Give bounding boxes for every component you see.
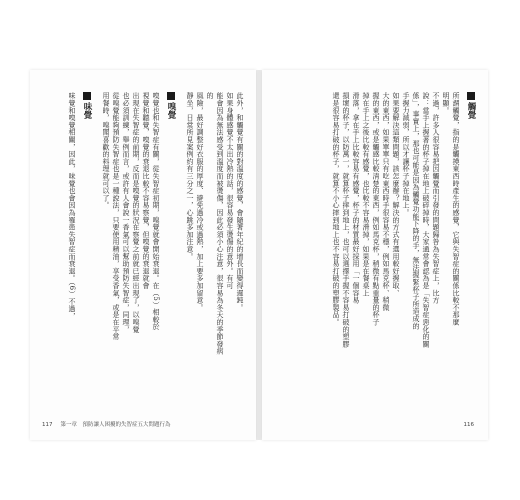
text-line: 掉在手上之後比較有感覺，也比較不容易滑掉，如果是在餐桌上 bbox=[362, 92, 370, 297]
heading-marker-icon bbox=[167, 92, 175, 100]
text-line: 從嗅覺能夠預防失智症也是一種說法，只要使用精油，享受香氣，或是在平常 bbox=[112, 92, 120, 341]
text-line: 風險，最好調整好衣服的厚度、避免過冷或過熱，加上要多加留意。 bbox=[196, 92, 204, 311]
page-number: 117 bbox=[42, 422, 53, 428]
text-line: 明顯。 bbox=[442, 92, 450, 114]
text-line: 大的東西，如果單單只有吃東西時手很容易不穩，例如馬克杯、稍微 bbox=[382, 92, 390, 311]
right-page-text bbox=[274, 92, 476, 406]
text-line: 視覺和聽覺，嗅覺的衰退比較不容易察覺，但嗅覺的衰退就會 bbox=[142, 92, 150, 290]
text-line: 味覺和嗅覺相關，因此，味覺也會因為罹患失智症而衰退。（6）不過， bbox=[68, 92, 76, 320]
text-line: 也必須訓練，舉例而言，或許有人會說一香氣可以幫助預防失智症，同理， bbox=[122, 92, 130, 333]
right-page bbox=[262, 70, 488, 440]
text-line: 係」，事實上，那也可能是因為觸覺功能下降的手，無法握緊杯子所造成的 bbox=[412, 92, 420, 330]
text-line: 還是很容易打破的杯子，就算不小心摔到地上也不容易打破的塑膠製品。 bbox=[332, 92, 340, 326]
heading-marker-icon bbox=[467, 92, 475, 100]
text-line: 損壞的杯子，以防萬一，就算杯子摔到地上，也可以選擇手握不容易打破的塑膠 bbox=[342, 92, 350, 348]
text-line: 握的東西，或是觸感比較清楚的東西，例如馬克杯，稍微有點重量的杯子 bbox=[372, 92, 380, 326]
text-line: 的 bbox=[206, 92, 214, 100]
text-line: 此外，和觸覺有關的對溫度的感覺，會隨著年紀的增長而變得遲鈍。 bbox=[236, 92, 244, 311]
text-line: 不過，許多人很容易把因觸覺而引發的問題歸咎為失智症上，比方 bbox=[432, 92, 440, 304]
heading-marker-icon bbox=[83, 92, 91, 100]
text-line: 靜坐，日常所見案例約有三分之一，心跳多加注意。 bbox=[186, 92, 194, 260]
section-heading-taste: 味覺 bbox=[82, 92, 92, 406]
text-line: 用餐時，嗅聞喜歡的料理就可以了。 bbox=[102, 92, 110, 209]
text-line: 手握力減弱，所以才讓杯子掉在地上。 bbox=[402, 92, 410, 217]
text-line: 嗅覺也和失智症有關，從失智症初期，嗅覺就會開始衰退。在（5）相較於 bbox=[152, 92, 160, 331]
text-line: 所謂觸覺，指的是觸摸東西時產生的感覺，它與失智症的關係比較不那麼 bbox=[452, 92, 460, 326]
text-line: 說：當手上握著的杯子掉在地上破碎掉時，大家通常會認為是「失智症惡化的關 bbox=[422, 92, 430, 348]
text-line: 如果要解決這類問題，該怎麼辦？解決的方式有選用較好握取、 bbox=[392, 92, 400, 297]
running-footer bbox=[42, 420, 171, 428]
text-line: 出現在失智症的前期，反而是嗅覺的狀況在察覺之前就已經出現了，以嗅覺 bbox=[132, 92, 140, 333]
text-line: 能會因為無法感受到溫度而被燙傷，因此必須小心注意，很容易為冬天的季節發病 bbox=[216, 92, 224, 355]
text-line: 如果身體感覺不太出冷熱的話，很容易發生燙傷的意外。有可 bbox=[226, 92, 234, 290]
running-head: 第一章 預防讓人困擾的失智症五大問題行為 bbox=[60, 422, 171, 428]
section-heading-touch: 觸覺 bbox=[466, 92, 476, 406]
page-number: 116 bbox=[463, 422, 474, 428]
text-line: 滑落，拿在手上比較容易有感覺，杯子的材質最好採用「一個容易 bbox=[352, 92, 360, 304]
section-heading-smell: 嗅覺 bbox=[166, 92, 176, 406]
left-page-text bbox=[42, 92, 244, 406]
left-page bbox=[30, 70, 256, 440]
